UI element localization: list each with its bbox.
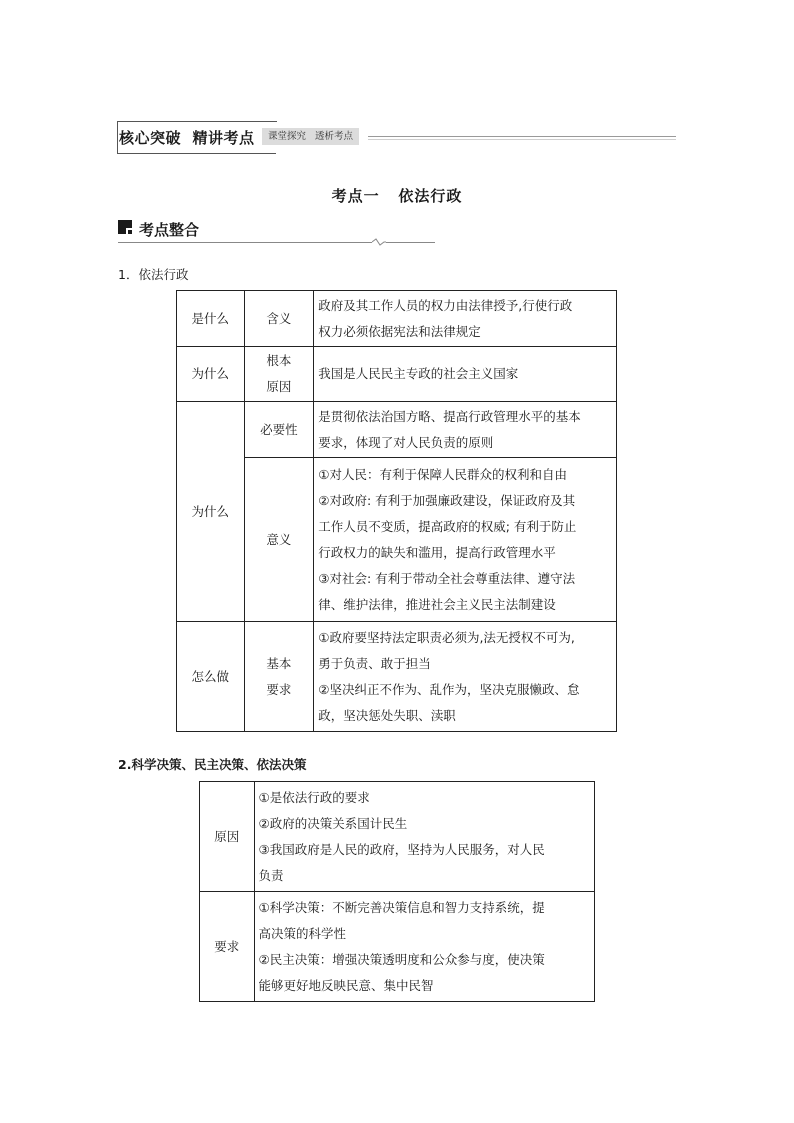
item2-heading: 2.科学决策、民主决策、依法决策 [118, 757, 307, 772]
section-title: 考点整合 [139, 221, 200, 239]
row-value: ①科学决策：不断完善决策信息和智力支持系统，提 高决策的科学性 ②民主决策：增强决策透明度和公众参与度，使决策 能够更好地反映民意、集中民智 [254, 892, 594, 1002]
page-title: 考点一 依法行政 [331, 187, 463, 205]
row-value: ①是依法行政的要求 ②政府的决策关系国计民生 ③我国政府是人民的政府，坚持为人民服务，对人民 负责 [254, 782, 594, 892]
table-row [177, 622, 617, 732]
banner-subtitle-chip: 课堂探究 透析考点 [262, 128, 359, 145]
section-underline-notch [372, 238, 386, 246]
row-question: 为什么 [177, 347, 245, 402]
item1-heading: 1．依法行政 [118, 267, 189, 282]
table-row [177, 291, 617, 347]
table-row [200, 892, 595, 1002]
row-value: ①政府要坚持法定职责必须为,法无授权不可为, 勇于负责、敢于担当 ②坚决纠正不作为、乱作为，坚决克服懒政、怠 政，坚决惩处失职、渎职 [314, 622, 617, 732]
banner-rule-secondary [368, 139, 676, 140]
row-key: 意义 [244, 458, 314, 622]
row-key: 含义 [244, 291, 314, 347]
row-value: ①对人民：有利于保障人民群众的权利和自由 ②对政府: 有利于加强廉政建设，保证政府及其 工作人员不变质，提高政府的权威; 有利于防止 行政权力的缺失和滥用，提高行政管理水平 ③对社会: 有利于带动全社会尊重法律、遵守法 律、维护法律，推进社会主义民主法制建设 [314, 458, 617, 622]
section-underline [118, 242, 435, 243]
row-key: 根本 原因 [244, 347, 314, 402]
row-key: 基本 要求 [244, 622, 314, 732]
item2-table [199, 781, 595, 1002]
table-row [177, 402, 617, 458]
banner-title: 核心突破 精讲考点 [119, 129, 255, 147]
item1-table [176, 290, 617, 732]
row-question: 怎么做 [177, 622, 245, 732]
row-question: 为什么 [177, 402, 245, 622]
table-row [200, 782, 595, 892]
row-question: 是什么 [177, 291, 245, 347]
row-key: 必要性 [244, 402, 314, 458]
section-square-icon-dot [128, 230, 132, 234]
row-key: 原因 [200, 782, 255, 892]
row-key: 要求 [200, 892, 255, 1002]
row-value: 我国是人民民主专政的社会主义国家 [314, 347, 617, 402]
banner-rule [368, 136, 676, 137]
row-value: 政府及其工作人员的权力由法律授予,行使行政 权力必须依据宪法和法律规定 [314, 291, 617, 347]
table-row [177, 347, 617, 402]
row-value: 是贯彻依法治国方略、提高行政管理水平的基本 要求，体现了对人民负责的原则 [314, 402, 617, 458]
